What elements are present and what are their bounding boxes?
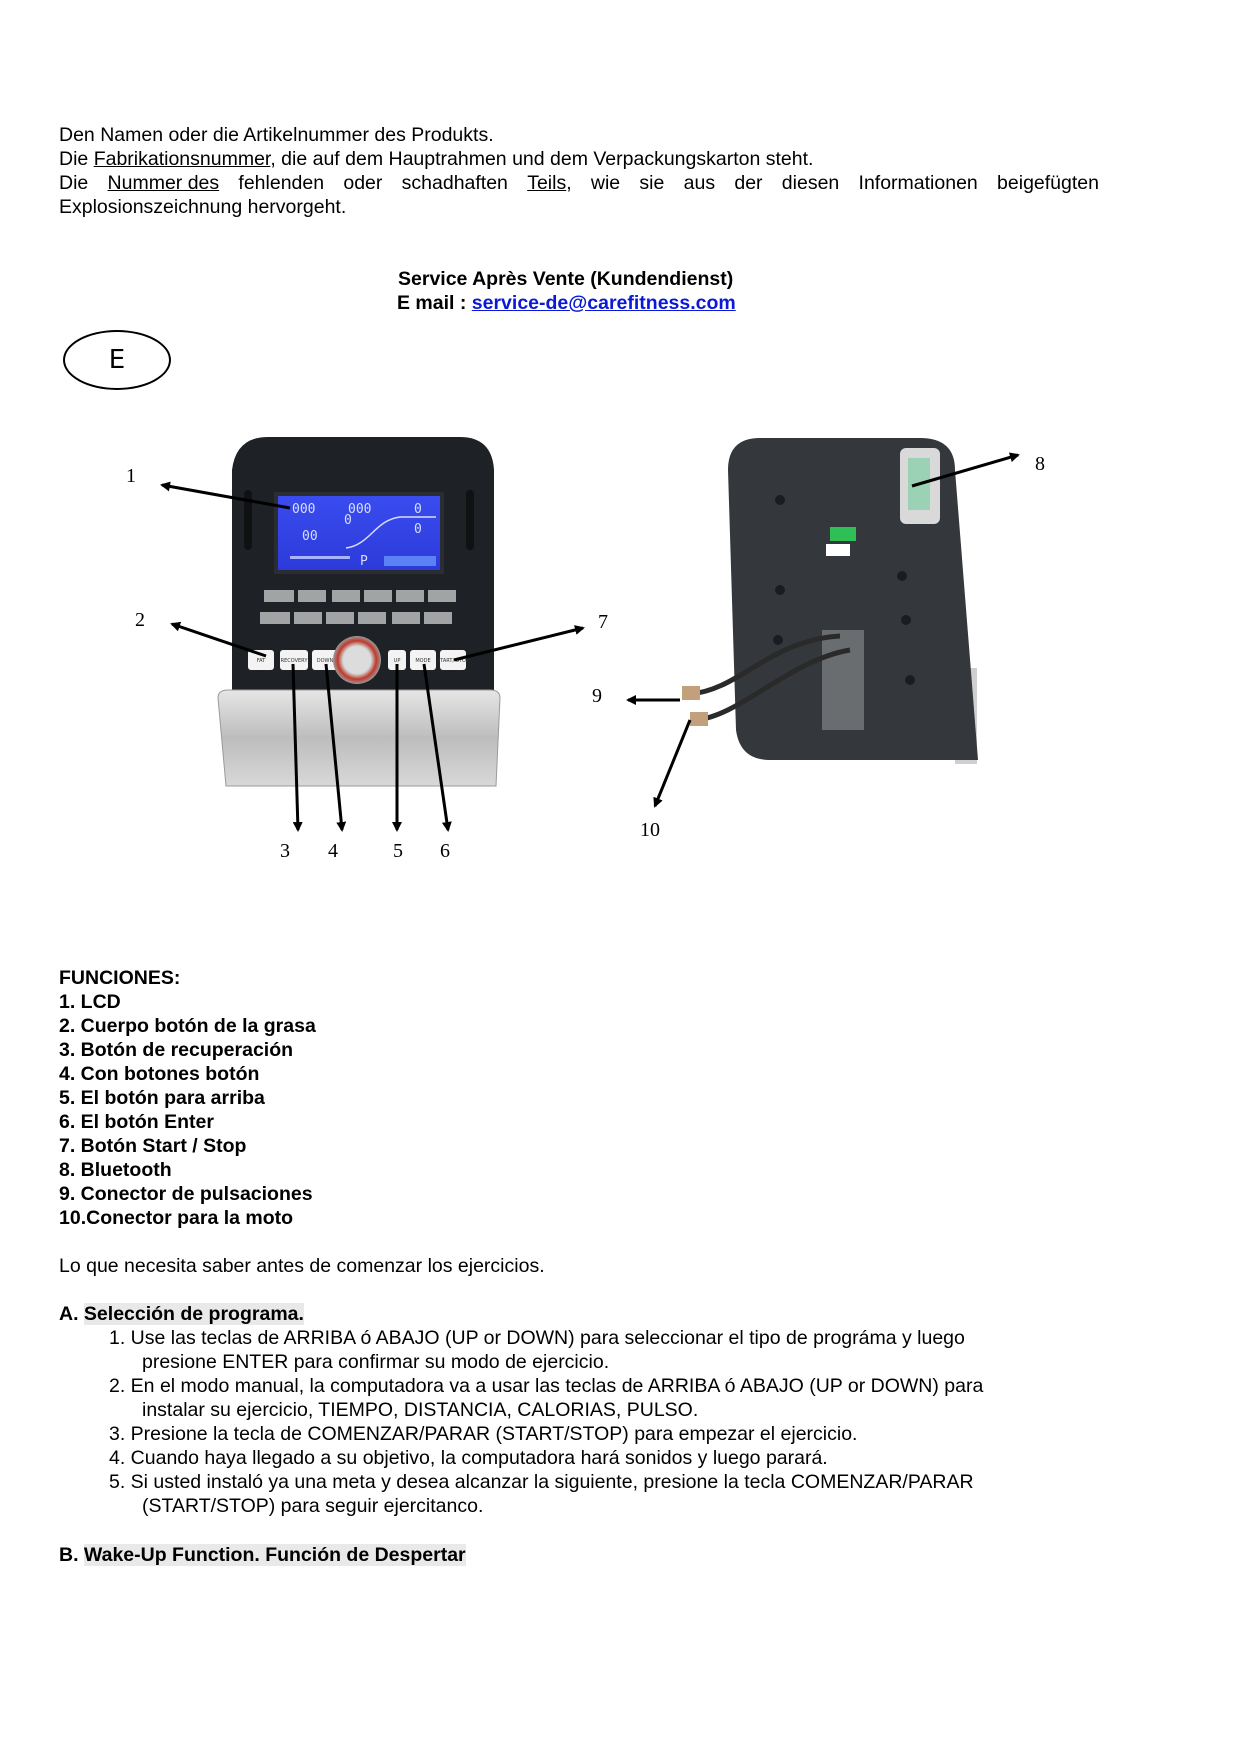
language-badge: E [63, 330, 171, 390]
service-email-line [397, 291, 736, 315]
callout-4: 4 [328, 840, 338, 862]
service-title: Service Après Vente (Kundendienst) [398, 268, 734, 290]
step-2-line-1: 2. En el modo manual, la computadora va a usar las teclas de ARRIBA ó ABAJO (UP or DOWN) para [109, 1375, 984, 1397]
word: oder [343, 172, 383, 194]
word: fehlenden [238, 172, 325, 194]
mode-button-label: MODE [415, 658, 431, 664]
funcion-item: 7. Botón Start / Stop [59, 1135, 247, 1157]
word: Informationen [858, 172, 978, 194]
funcion-item: 1. LCD [59, 991, 121, 1013]
intro-line-4: Explosionszeichnung hervorgeht. [59, 196, 347, 218]
funcion-item: 2. Cuerpo botón de la grasa [59, 1015, 316, 1037]
callout-2: 2 [135, 609, 145, 631]
lcd-digit: 000 [292, 502, 316, 517]
console-front [218, 437, 500, 786]
lcd-digit: 00 [302, 529, 318, 544]
funcion-item: 9. Conector de pulsaciones [59, 1183, 313, 1205]
callout-7: 7 [598, 611, 608, 633]
intro-line-2 [59, 147, 813, 171]
word: schadhaften [401, 172, 508, 194]
section-a-title: Selección de programa. [83, 1303, 304, 1325]
step-1-line-1: 1. Use las teclas de ARRIBA ó ABAJO (UP or DOWN) para seleccionar el tipo de prográma y luego [109, 1327, 965, 1349]
email-label: E mail : [397, 292, 472, 314]
funcion-item: 8. Bluetooth [59, 1159, 172, 1181]
up-button-label: UP [393, 658, 401, 664]
step-1-line-2: presione ENTER para confirmar su modo de ejercicio. [142, 1351, 610, 1373]
callout-9: 9 [592, 685, 602, 707]
word-teils: Teils, [527, 172, 572, 194]
intro-line-3 [59, 171, 1099, 195]
step-5-line-1: 5. Si usted instaló ya una meta y desea alcanzar la siguiente, presione la tecla COMENZAR/PARAR [109, 1471, 974, 1493]
down-button-label: DOWN [316, 658, 334, 664]
start-stop-button-label: START/ STOP [437, 658, 469, 664]
fat-button-label: FAT [256, 658, 266, 664]
recovery-button-label: RECOVERY [280, 658, 308, 664]
word: beigefügten [997, 172, 1099, 194]
step-5-line-2: (START/STOP) para seguir ejercitanco. [142, 1495, 484, 1517]
section-b-title: Wake-Up Function. Función de Despertar [83, 1544, 466, 1566]
section-a-prefix: A. [59, 1303, 84, 1325]
funcion-item: 4. Con botones botón [59, 1063, 260, 1085]
word: diesen [781, 172, 840, 194]
word: aus [683, 172, 716, 194]
section-a-heading [59, 1302, 304, 1326]
lcd-digit: 0 [414, 522, 422, 537]
funciones-title: FUNCIONES: [59, 967, 181, 989]
lcd-digit: P [360, 554, 368, 569]
intro-line-1: Den Namen oder die Artikelnummer des Produkts. [59, 124, 494, 146]
intro-line-2-underlined: Fabrikationsnummer [93, 148, 271, 170]
funcion-item: 5. El botón para arriba [59, 1087, 265, 1109]
step-2-line-2: instalar su ejercicio, TIEMPO, DISTANCIA, CALORIAS, PULSO. [142, 1399, 699, 1421]
section-a-steps [59, 1326, 983, 1518]
intro-line-2-pre: Die [59, 148, 94, 170]
before-text: Lo que necesita saber antes de comenzar los ejercicios. [59, 1255, 545, 1277]
callout-6: 6 [440, 840, 450, 862]
intro-line-2-post: , die auf dem Hauptrahmen und dem Verpackungskarton steht. [270, 148, 814, 170]
word: Die [59, 172, 89, 194]
section-b-heading [59, 1543, 466, 1567]
funcion-item: 6. El botón Enter [59, 1111, 214, 1133]
console-back [682, 438, 978, 764]
word: wie [590, 172, 621, 194]
email-link[interactable]: service-de@carefitness.com [471, 292, 736, 314]
callout-1: 1 [126, 465, 136, 487]
callout-10: 10 [640, 819, 660, 841]
lcd-digit: 0 [414, 502, 422, 517]
section-b-prefix: B. [59, 1544, 84, 1566]
callout-3: 3 [280, 840, 290, 862]
step-3: 3. Presione la tecla de COMENZAR/PARAR (START/STOP) para empezar el ejercicio. [109, 1423, 858, 1445]
funciones-list [59, 990, 316, 1230]
console-diagram [0, 380, 1240, 880]
callout-8: 8 [1035, 453, 1045, 475]
word: sie [639, 172, 665, 194]
word: Nummer des [107, 172, 220, 194]
word: der [734, 172, 763, 194]
lcd-digit: 0 [344, 513, 352, 528]
lcd-digit: 000 [348, 502, 372, 517]
funcion-item: 10.Conector para la moto [59, 1207, 294, 1229]
funcion-item: 3. Botón de recuperación [59, 1039, 294, 1061]
step-4: 4. Cuando haya llegado a su objetivo, la computadora hará sonidos y luego parará. [109, 1447, 828, 1469]
callout-5: 5 [393, 840, 403, 862]
